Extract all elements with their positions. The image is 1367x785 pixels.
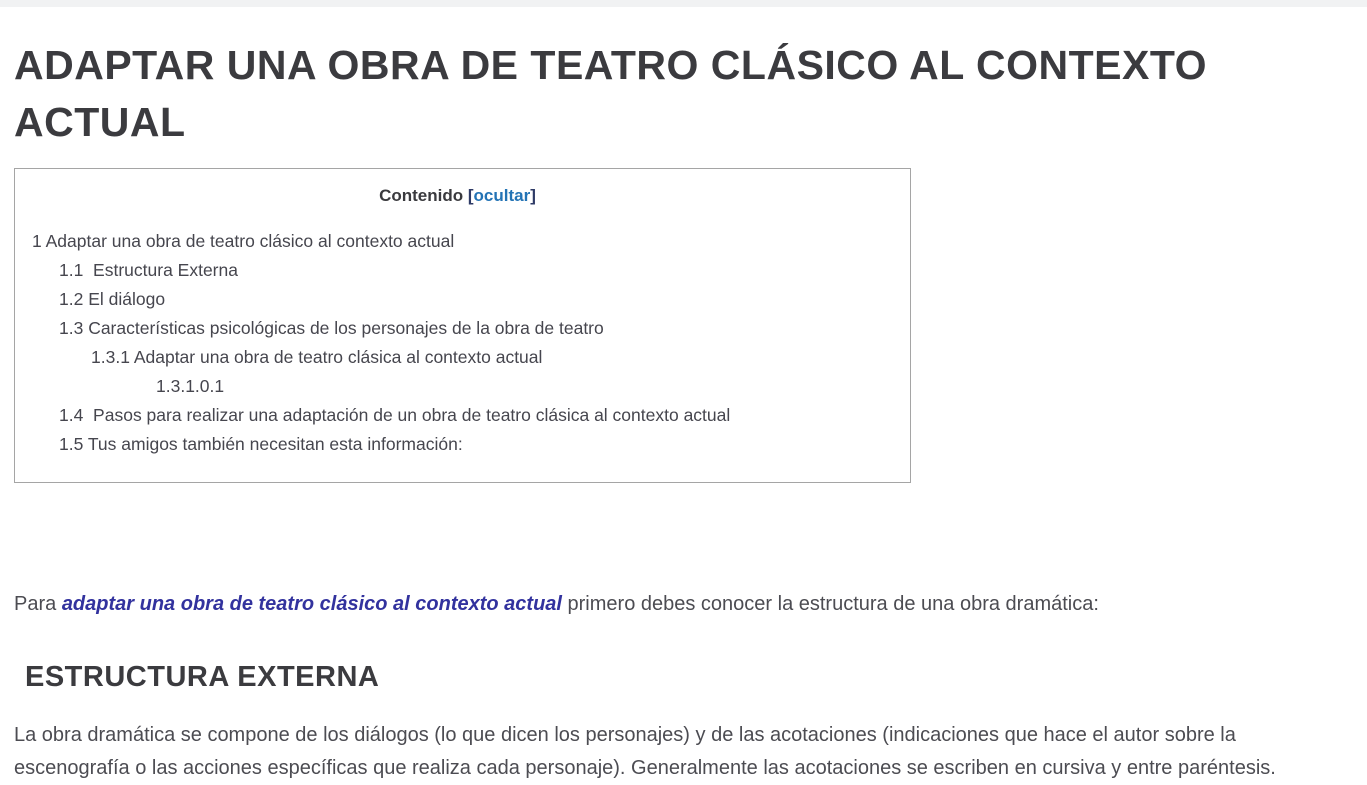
- toc-item-1[interactable]: 1 Adaptar una obra de teatro clásico al contexto actual: [32, 231, 455, 252]
- intro-prefix: Para: [14, 593, 62, 616]
- toc-bracket-open: [: [467, 186, 474, 206]
- toc-item-1-4[interactable]: 1.4 Pasos para realizar una adaptación de un obra de teatro clásica al contexto actual: [59, 405, 731, 426]
- toc-item-1-2[interactable]: 1.2 El diálogo: [59, 289, 166, 310]
- article-content: [0, 37, 1367, 785]
- toc-item-1-3-1[interactable]: 1.3.1 Adaptar una obra de teatro clásica al contexto actual: [91, 347, 543, 368]
- page-top-strip: [0, 0, 1367, 7]
- toc-bracket-close: ]: [530, 186, 536, 206]
- toc-list: [15, 227, 900, 459]
- toc-item-1-3[interactable]: 1.3 Características psicológicas de los personajes de la obra de teatro: [59, 318, 604, 339]
- toc-title: Contenido: [379, 186, 464, 206]
- table-of-contents: [14, 168, 911, 483]
- toc-title-row: [15, 186, 900, 206]
- intro-suffix: primero debes conocer la estructura de una obra dramática:: [561, 593, 1099, 616]
- toc-item-1-1[interactable]: 1.1 Estructura Externa: [59, 260, 238, 281]
- section-body-paragraph: La obra dramática se compone de los diálogos (lo que dicen los personajes) y de las acotaciones (indicaciones que hace el autor sobre la escenografía o las acciones específicas que realiza cada personaje). Generalmente las acotaciones se escriben en cursiva y entre paréntesis.: [14, 724, 1276, 780]
- toc-item-1-3-1-0-1[interactable]: 1.3.1.0.1: [156, 376, 225, 397]
- intro-paragraph: [14, 593, 1347, 616]
- toc-item-1-5[interactable]: 1.5 Tus amigos también necesitan esta información:: [59, 434, 463, 455]
- intro-keyword-link[interactable]: adaptar una obra de teatro clásico al contexto actual: [61, 593, 562, 616]
- section-heading-estructura-externa: ESTRUCTURA EXTERNA: [25, 661, 380, 694]
- toc-hide-toggle[interactable]: ocultar: [473, 186, 531, 206]
- page-title: ADAPTAR UNA OBRA DE TEATRO CLÁSICO AL CONTEXTO ACTUAL: [14, 42, 1208, 145]
